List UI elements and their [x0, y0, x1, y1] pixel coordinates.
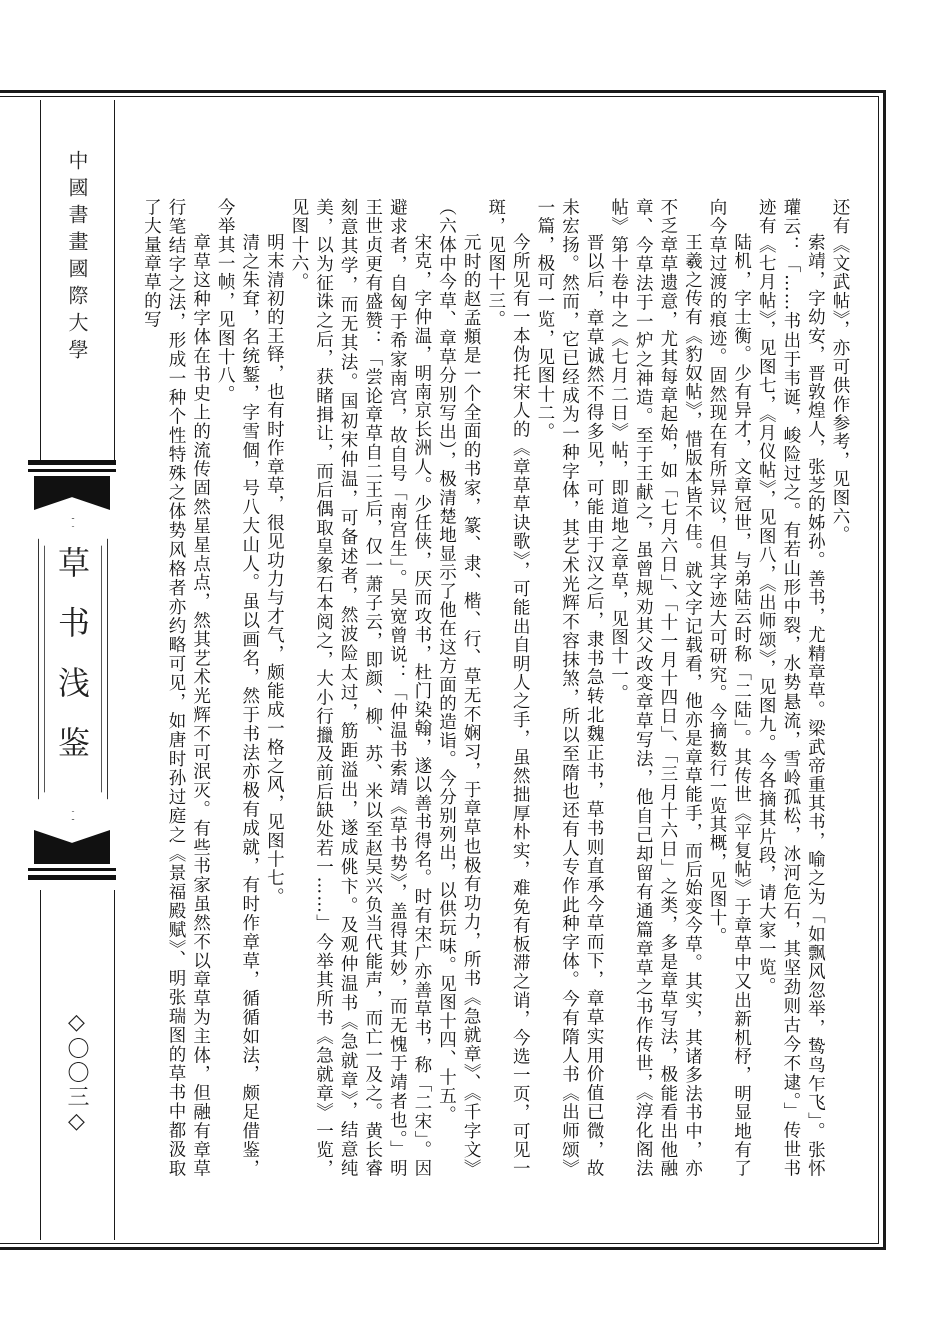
cartouche-cap-bottom: [34, 830, 110, 864]
left-rule-lower: [40, 890, 41, 1240]
paragraph: 今所见有一本伪托宋人的《章草草诀歌》，可能出自明人之手，虽然拙厚朴实，难免有板滞之诮，今选一页，可见一斑，见图十三。: [485, 198, 531, 1178]
paragraph: 宋克，字仲温，明南京长洲人。少任侠，厌而攻书，杜门染翰，遂以善书得名。时有宋广亦善草书，称「二宋」。因避求者，自匈于希家南宫，故自号「南宫生」。吴宽曾说：「仲温书索靖《草书势》，盖得其妙，而无愧于靖者也。」明王世贞更有盛赞：「尝论章草自二王后，仅一萧子云，即颜、柳、苏、米以至赵吴兴负当代能声，而亡一及之。黄长睿刻意其学，而无其法。国初宋仲温，可备述者，然波险太过，筋距溢出，遂成佻卞。及观仲温书《急就章》，结意纯美，以为征诛之后，获睹揖让，而后偶取皇象石本阅之，大小行擸及前后缺处若一……」今举其所书《急就章》一览，见图十六。: [288, 198, 432, 1178]
left-rule-lower-2: [114, 890, 115, 1240]
cartouche-bar-bottom-2: [28, 875, 116, 880]
paragraph: 王羲之传有《豹奴帖》，惜版本皆不佳。就文字记载看，他亦是章草能手，而后始变今草。其实，其诸多法书中，亦不乏章草遗意，尤其每章起始，如「七月六日」、「十一月十四日」、「三月十六日」之类，多是章草写法，极能看出他融章、今草法于一炉之神造。至于王献之，虽曾规劝其父改变章草写法，他自己却留有通篇章草之书作传世，《淳化阁法帖》第十卷中之《七月二日》帖，即道地之章草，见图十一。: [608, 198, 703, 1178]
paragraph: 陆机，字士衡。少有异才，文章冠世，与弟陆云时称「二陆」。其传世《平复帖》于章草中又出新机杼，明显地有了向今草过渡的痕迹。固然现在有所异议，但其字迹大可研究。今摘数行一览其概，见图十。: [707, 198, 752, 1178]
paragraph: 晋以后，章草诚然不得多见，可能由于汉之后，隶书急转北魏正书，草书则直承今草而下，章草实用价值已微，故未宏扬。然而，它已经成为一种字体，其艺术光辉不容抹煞，所以至隋也还有人专作此种字体。今有隋人书《出师颂》一篇，极可一览，见图十二。: [534, 198, 605, 1178]
book-title: 草书浅鉴: [53, 546, 91, 786]
cartouche-bar-bottom-1: [28, 868, 116, 871]
body-text: [140, 198, 852, 1178]
cartouche-bar-top-1: [28, 460, 116, 465]
title-cartouche: [24, 460, 120, 880]
left-rule-upper: [40, 100, 41, 460]
paragraph: 还有《文武帖》，亦可供作参考，见图六。: [830, 198, 850, 545]
paragraph: 明末清初的王铎，也有时作章草，很见功力与才气，颇能成一格之风，见图十七。: [264, 233, 285, 907]
paragraph: 清之朱耷，名统錾，字雪個，号八大山人。虽以画名，然于书法亦极有成就，有时作章草，循循如法，颇足借鉴，今举其一帧，见图十八。: [215, 198, 260, 1178]
page-number: ◇〇〇三◇: [64, 1010, 89, 1136]
cartouche-bar-top-2: [28, 469, 116, 472]
left-rule-upper-2: [114, 100, 115, 460]
paragraph: 索靖，字幼安，晋敦煌人，张芝的姊孙。善书，尤精章草。梁武帝重其书，喻之为「如飘风忽举，鸷鸟乍飞」。张怀瓘云：「……书出于韦诞，峻险过之。有若山形中裂，水势悬流，雪岭孤松，冰河危石，其坚劲则古今不逮。」传世书迹有《七月帖》，见图七，《月仪帖》，见图八，《出师颂》，见图九。今各摘其片段，请大家一览。: [756, 198, 826, 1178]
paragraph: 章草这种字体在书史上的流传固然星星点点，然其艺术光辉不可泯灭。有些书家虽然不以章草为主体，但融有章草行笔结字之法，形成一种个性特殊之体势风格者亦约略可见，如唐时孙过庭之《景福殿赋》、明张瑞图的草书中都汲取了大量章草的写: [141, 198, 211, 1178]
paragraph: 元时的赵孟頫是一个全面的书家，篆、隶、楷、行、草无不娴习，于章草也极有功力，所书《急就章》、《千字文》（六体中今草、章草分别写出），极清楚地显示了他在这方面的造诣。今分别列出，以供玩味。见图十四、十五。: [436, 198, 482, 1178]
cartouche-cap-top: [34, 476, 110, 510]
school-name: 中國書畫國際大學: [65, 150, 89, 366]
